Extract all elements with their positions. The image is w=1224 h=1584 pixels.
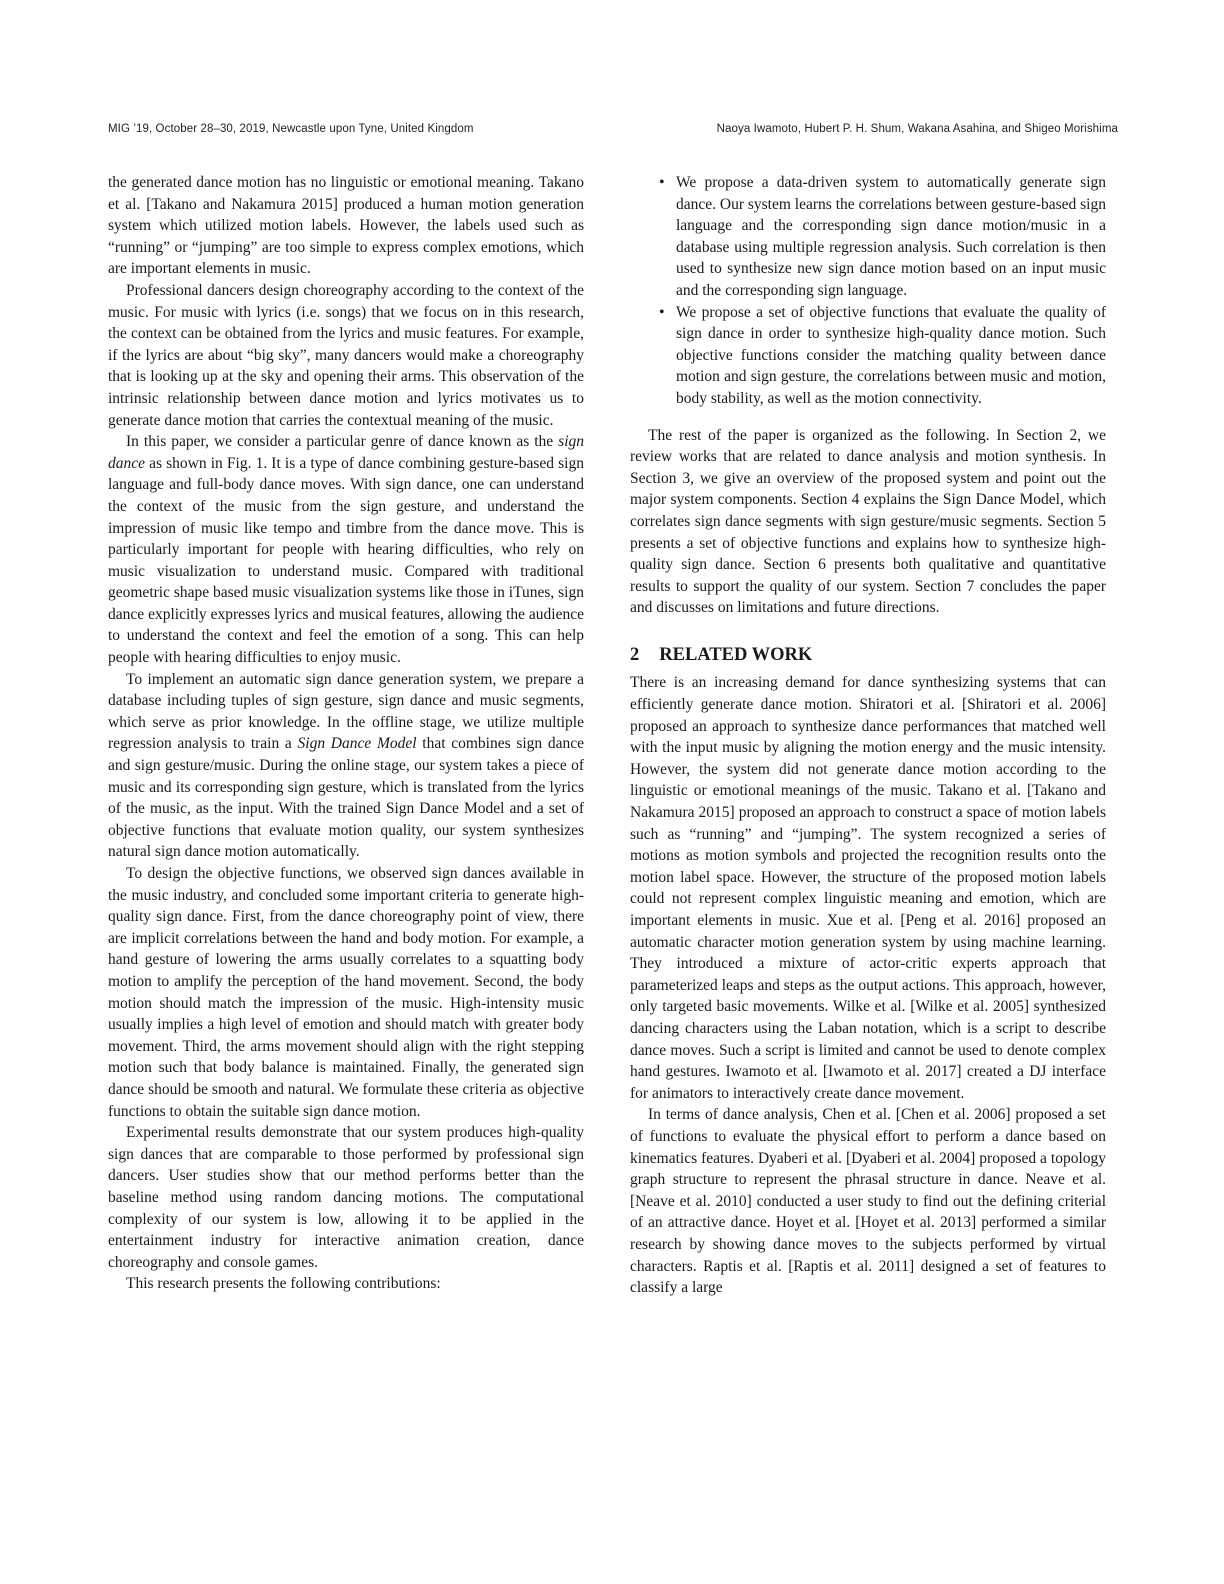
left-column [108, 172, 584, 1295]
paragraph: To implement an automatic sign dance generation system, we prepare a database including tuples of sign gesture, sign dance and music segments, which serve as prior knowledge. In the offline stage, we utilize multiple regression analysis to train a Sign Dance Model that combines sign dance and sign gesture/music. During the online stage, our system takes a piece of music and its corresponding sign gesture, which is translated from the lyrics of the music, as the input. With the trained Sign Dance Model and a set of objective functions that evaluate motion quality, our system synthesizes natural sign dance motion automatically. [108, 670, 585, 861]
paragraph: There is an increasing demand for dance synthesizing systems that can efficiently generate dance motion. Shiratori et al. [Shiratori et al. 2006] proposed an approach to synthesize dance performances that matched well with the input music by aligning the motion energy and the music intensity. However, the system did not generate dance motion according to the linguistic or emotional meanings of the music. Takano et al. [Takano and Nakamura 2015] proposed an approach to construct a space of motion labels such as “running” and “jumping”. The system recognized a series of motions as motion symbols and projected the recognition results onto the motion label space. However, the structure of the proposed motion labels could not represent complex linguistic meaning and emotion, which are important elements in music. Xue et al. [Peng et al. 2016] proposed an automatic character motion generation system by using machine learning. They introduced a mixture of actor-critic experts approach that parameterized leaps and steps as the output actions. This approach, however, only targeted basic movements. Wilke et al. [Wilke et al. 2005] synthesized dancing characters using the Laban notation, which is a script to describe dance moves. Such a script is limited and cannot be used to denote complex hand gestures. Iwamoto et al. [Iwamoto et al. 2017] created a DJ interface for animators to interactively create dance movement. [630, 674, 1106, 1102]
emphasis: sign dance [108, 433, 584, 472]
paragraph: In this paper, we consider a particular genre of dance known as the sign dance as shown in Fig. 1. It is a type of dance combining gesture-based sign language and full-body dance moves. With sign dance, one can understand the context of the music from the sign gesture, and understand the impression of music like tempo and timbre from the dance move. This is particularly important for people with hearing difficulties, who rely on music visualization to understand music. Compared with traditional geometric shape based music visualization systems like those in iTunes, sign dance explicitly expresses lyrics and musical features, allowing the audience to understand the context and feel the emotion of a song. This can help people with hearing difficulties to enjoy music. [108, 433, 584, 667]
paragraph: This research presents the following contributions: [126, 1275, 441, 1293]
emphasis: Sign Dance Model [297, 735, 417, 753]
paragraph: the generated dance motion has no linguistic or emotional meaning. Takano et al. [Takano and Nakamura 2015] produced a human motion generation system which utilized motion labels. However, the labels used such as “running” or “jumping” are too simple to express complex emotions, which are important elements in music. [108, 174, 584, 278]
right-column [630, 172, 1106, 1299]
running-head-authors: Naoya Iwamoto, Hubert P. H. Shum, Wakana Asahina, and Shigeo Morishima [716, 123, 1118, 135]
paragraph: In terms of dance analysis, Chen et al. [Chen et al. 2006] proposed a set of functions to evaluate the physical effort to perform a dance based on kinematics features. Dyaberi et al. [Dyaberi et al. 2004] proposed a topology graph structure to represent the phrasal structure in dance. Neave et al. [Neave et al. 2010] conducted a user study to find out the defining criterial of an attractive dance. Hoyet et al. [Hoyet et al. 2013] performed a similar research by showing dance moves to the subjects performed by virtual characters. Raptis et al. [Raptis et al. 2011] designed a set of features to classify a large [630, 1106, 1106, 1297]
list-item: • We propose a data-driven system to automatically generate sign dance. Our system learns the correlations between gesture-based sign language and the corresponding sign dance motion/music in a database using multiple regression analysis. Such correlation is then used to synthesize new sign dance motion based on an input music and the corresponding sign language. [676, 172, 1106, 302]
section-number: 2 [630, 644, 640, 665]
contributions-list [630, 172, 1106, 410]
running-head [108, 123, 1118, 135]
list-item: • We propose a set of objective functions that evaluate the quality of sign dance in order to synthesize high-quality dance motion. Such objective functions consider the matching quality between dance motion and sign gesture, the correlations between music and motion, body stability, as well as the motion connectivity. [676, 302, 1106, 410]
running-head-venue: MIG ’19, October 28–30, 2019, Newcastle upon Tyne, United Kingdom [108, 123, 474, 135]
section-title: RELATED WORK [659, 644, 813, 665]
paragraph: Experimental results demonstrate that our system produces high-quality sign dances that are comparable to those performed by professional sign dancers. User studies show that our method performs better than the baseline method using random dancing motions. The computational complexity of our system is low, allowing it to be applied in the entertainment industry for interactive animation creation, dance choreography and console games. [108, 1124, 584, 1271]
paragraph: To design the objective functions, we observed sign dances available in the music industry, and concluded some important criteria to generate high-quality sign dance. First, from the dance choreography point of view, there are implicit correlations between the hand and body motion. For example, a hand gesture of lowering the arms usually correlates to a squatting body motion to amplify the perception of the hand movement. Second, the body motion should match the impression of the music. High-intensity music usually implies a high level of emotion and should match with greater body movement. Third, the arms movement should align with the right stepping motion such that body balance is maintained. Finally, the generated sign dance should be smooth and natural. We formulate these criteria as objective functions to obtain the suitable sign dance motion. [108, 865, 584, 1120]
section-heading [630, 645, 1106, 667]
paragraph: The rest of the paper is organized as the following. In Section 2, we review works that are related to dance analysis and motion synthesis. In Section 3, we give an overview of the proposed system and point out the major system components. Section 4 explains the Sign Dance Model, which correlates sign dance segments with sign gesture/music segments. Section 5 presents a set of objective functions and explains how to synthesize high-quality sign dance. Section 6 presents both qualitative and quantitative results to support the quality of our system. Section 7 concludes the paper and discusses on limitations and future directions. [630, 426, 1106, 617]
paragraph: Professional dancers design choreography according to the context of the music. For music with lyrics (i.e. songs) that we focus on in this research, the context can be obtained from the lyrics and music features. For example, if the lyrics are about “big sky”, many dancers would make a choreography that is looking up at the sky and opening their arms. This observation of the intrinsic relationship between dance motion and lyrics motivates us to generate dance motion that carries the contextual meaning of the music. [108, 281, 584, 429]
